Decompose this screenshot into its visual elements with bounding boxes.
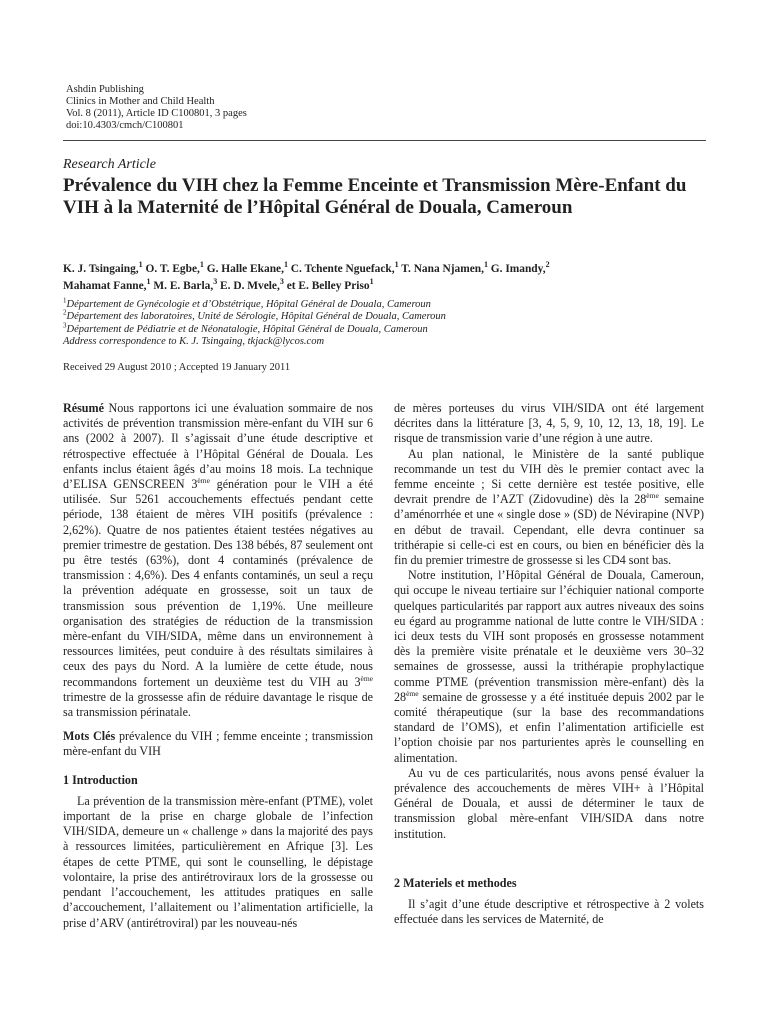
- intro-paragraph: Notre institution, l’Hôpital Général de Douala, Cameroun, qui occupe le niveau tertiaire sur l’échiquier national comporte quelques particularités par rapport aux autres niveaux des soins eu égard au programme national de lutte contre le VIH/SIDA : ici deux tests du VIH sont proposés en grossesse notamment dès la première visite prénatale et le deuxième vers 30–32 semaines de grossesse, aussi la trithérapie prophylactique comme PTME (prévention transmission mère-enfant) dès la 28ème semaine de grossesse y a été instituée depuis 2002 par le comité thérapeutique (sur la base des recommandations standard de l’OMS), et enfin l’alimentation artificielle est l’option choisie par nos parturientes après le counselling en alimentation.: [394, 568, 704, 765]
- article-type: Research Article: [63, 157, 156, 172]
- affiliation-item: $^2$Département des laboratoires, Unité de Sérologie, Hôpital Général de Douala, Cameroun: [63, 308, 446, 323]
- affiliation-item: $^1$Département de Gynécologie et d’Obstétrique, Hôpital Général de Douala, Cameroun: [63, 296, 431, 310]
- author: O. T. Egbe,$^1$: [145, 260, 204, 275]
- author: T. Nana Njamen,$^1$: [401, 260, 488, 275]
- keywords-label: Mots Clés: [63, 729, 116, 744]
- author: C. Tchente Nguefack,$^1$: [290, 260, 399, 275]
- journal-name: Clinics in Mother and Child Health: [66, 96, 215, 107]
- intro-paragraph-continued: de mères porteuses du virus VIH/SIDA ont été largement décrites dans la littérature [3, 4, 5, 9, 10, 12, 13, 18, 19]. Le risque de transmission varie d’une région à une autre.: [394, 401, 704, 446]
- author-list: [63, 261, 713, 295]
- affiliations: [63, 296, 713, 349]
- publication-info: [66, 84, 466, 132]
- abstract-label: Résumé: [63, 401, 104, 415]
- methods-paragraph: Il s’agit d’une étude descriptive et rétrospective à 2 volets effectuée dans les services de Maternité, de: [394, 897, 704, 927]
- section-heading-introduction: 1 Introduction: [63, 772, 138, 787]
- left-column: [63, 401, 373, 931]
- author: E. D. Mvele,$^3$: [220, 277, 284, 292]
- right-column: [394, 401, 704, 928]
- header-divider: [63, 140, 706, 141]
- volume-info: Vol. 8 (2011), Article ID C100801, 3 pages: [66, 108, 247, 119]
- keywords: Mots Clés prévalence du VIH ; femme enceinte ; transmission mère-enfant du VIH: [63, 729, 374, 759]
- author: G. Imandy,$^2$: [490, 260, 550, 275]
- correspondence: Address correspondence to K. J. Tsingaing, tkjack@lycos.com: [63, 336, 325, 348]
- intro-paragraph: Au vu de ces particularités, nous avons pensé évaluer la prévalence des accouchements de mères VIH+ à l’Hôpital Général de Douala, et aussi de déterminer le taux de transmission global mère-enfant VIH/SIDA dans notre institution.: [394, 765, 704, 841]
- affiliation-item: $^3$Département de Pédiatrie et de Néonatalogie, Hôpital Général de Douala, Cameroun: [63, 321, 428, 335]
- article-title: Prévalence du VIH chez la Femme Enceinte et Transmission Mère-Enfant du VIH à la Maternité de l’Hôpital Général de Douala, Cameroun: [63, 175, 687, 218]
- intro-paragraph: La prévention de la transmission mère-enfant (PTME), volet important de la prise en charge globale de l’infection VIH/SIDA, demeure un « challenge » dans la majorité des pays à ressources limitées, particulièrement en Afrique [3]. Les étapes de cette PTME, qui sont le counselling, le dépistage volontaire, la prise des antirétroviraux lors de la grossesse ou pendant l’accouchement, les attitudes pratiques en salle d’accouchement, l’allaitement ou l’alimentation artificielle, la prise d’ARV (antirétroviral) par les nouveau-nés: [63, 793, 373, 930]
- intro-paragraph: Au plan national, le Ministère de la santé publique recommande un test du VIH dès le premier contact avec la femme enceinte ; Si cette dernière est testée positive, elle devrait prendre de l’AZT (Zidovudine) dès la 28ème semaine d’aménorrhée et une « single dose » (SD) de Névirapine (NVP) en début de travail. Cependant, elle devra continuer sa trithérapie si celle-ci est en cours, ou bien en bénéficier dès la fin du premier trimestre de grossesse si les CD4 sont bas.: [394, 446, 704, 568]
- doi: doi:10.4303/cmch/C100801: [66, 120, 184, 131]
- received-dates: Received 29 August 2010 ; Accepted 19 January 2011: [63, 362, 291, 373]
- author: K. J. Tsingaing,$^1$: [63, 260, 143, 275]
- author: G. Halle Ekane,$^1$: [206, 260, 288, 275]
- section-heading-methods: 2 Materiels et methodes: [394, 875, 517, 890]
- abstract: Résumé Nous rapportons ici une évaluation sommaire de nos activités de prévention transmission mère-enfant du VIH sur 6 ans (2002 à 2007). Il s’agissait d’une étude descriptive et rétrospective effectuée à l’Hôpital Général de Douala. Les enfants inclus étaient âgés d’au moins 18 mois. La technique d’ELISA GENSCREEN 3ème génération pour le VIH a été utilisée. Sur 5261 accouchements effectués pendant cette période, 138 étaient de mères VIH positifs (prévalence : 2,62%). Quatre de nos patientes étaient testées négatives au premier trimestre de gestation. Des 138 bébés, 87 seulement ont pu être testés (63%), dont 4 contaminés (prévalence de transmission : 4,6%). Des 4 enfants contaminés, un seul a reçu la prévention adéquate en grossesse, soit un taux de transmission sous prévention de 1,19%. Une meilleure organisation des stratégies de réduction de la transmission mère-enfant du VIH/SIDA, même dans un environnement à ressources limitées, peut conduire à des résultats similaires à ceux des pays du Nord. A la lumière de cette étude, nous recommandons fortement un deuxième test du VIH au 3ème trimestre de la grossesse afin de réduire davantage le risque de sa transmission périnatale.: [63, 401, 373, 720]
- author: et E. Belley Priso$^1$: [286, 277, 374, 292]
- publisher-name: Ashdin Publishing: [66, 84, 144, 95]
- author: Mahamat Fanne,$^1$: [63, 277, 151, 292]
- author: M. E. Barla,$^3$: [153, 277, 218, 292]
